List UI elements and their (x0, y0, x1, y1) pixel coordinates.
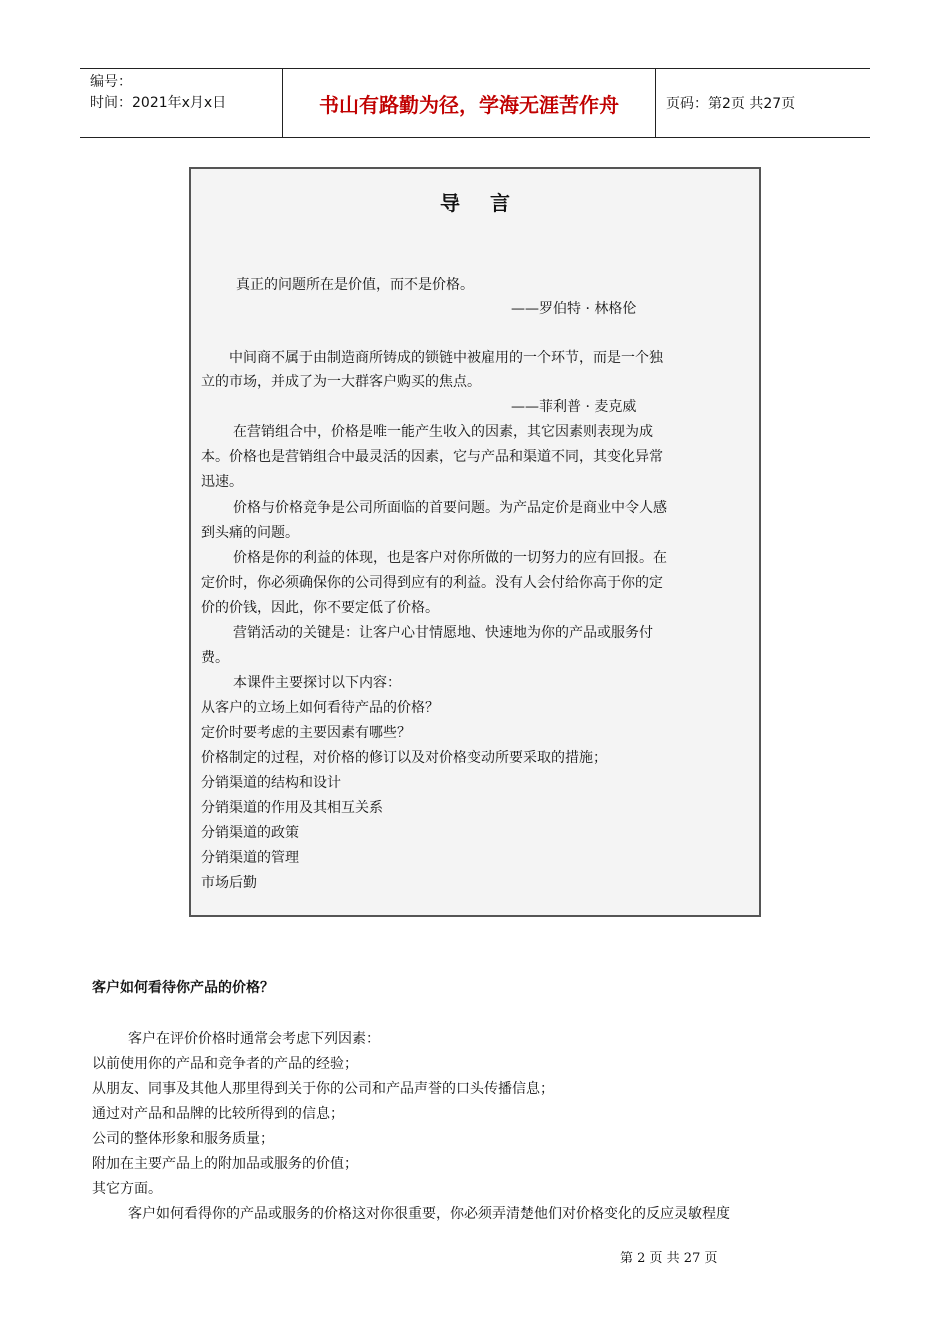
section-heading: 客户如何看待你产品的价格？ (92, 980, 274, 996)
intro-list-item: 定价时要考虑的主要因素有哪些？ (201, 725, 411, 741)
intro-title: 导言 (440, 191, 540, 215)
intro-list-item: 从客户的立场上如何看待产品的价格？ (201, 700, 439, 716)
intro-line: 立的市场，并成了为一大群客户购买的焦点。 (201, 374, 481, 390)
intro-list-item: 分销渠道的作用及其相互关系 (201, 800, 383, 816)
body-line: 客户在评价价格时通常会考虑下列因素： (128, 1031, 380, 1047)
header-motto: 书山有路勤为径，学海无涯苦作舟 (282, 69, 656, 137)
intro-line: 本。价格也是营销组合中最灵活的因素，它与产品和渠道不同，其变化异常 (201, 449, 663, 465)
intro-line: 价格是你的利益的体现，也是客户对你所做的一切努力的应有回报。在 (233, 550, 667, 566)
intro-box (189, 167, 761, 917)
header-page-info: 页码：第2页 共27页 (666, 96, 796, 112)
intro-line: 费。 (201, 650, 229, 666)
intro-list-item: 分销渠道的政策 (201, 825, 299, 841)
intro-line: 真正的问题所在是价值，而不是价格。 (236, 277, 474, 293)
body-list-item: 附加在主要产品上的附加品或服务的价值； (92, 1156, 358, 1172)
page-header (80, 68, 870, 138)
intro-line: 迅速。 (201, 474, 243, 490)
body-line: 客户如何看得你的产品或服务的价格这对你很重要，你必须弄清楚他们对价格变化的反应灵敏程度 (128, 1206, 730, 1222)
intro-line: 中间商不属于由制造商所铸成的锁链中被雇用的一个环节，而是一个独 (229, 350, 663, 366)
body-list-item: 以前使用你的产品和竞争者的产品的经验； (92, 1056, 358, 1072)
intro-line: 价格与价格竞争是公司所面临的首要问题。为产品定价是商业中令人感 (233, 500, 667, 516)
intro-list-item: 分销渠道的管理 (201, 850, 299, 866)
document-number-label: 编号： (90, 74, 132, 90)
page-footer: 第 2 页 共 27 页 (620, 1251, 718, 1266)
intro-line: 到头痛的问题。 (201, 525, 299, 541)
intro-attribution: ——菲利普 · 麦克威 (511, 399, 637, 415)
intro-list-item: 价格制定的过程，对价格的修订以及对价格变动所要采取的措施； (201, 750, 607, 766)
intro-list-item: 分销渠道的结构和设计 (201, 775, 341, 791)
body-list-item: 公司的整体形象和服务质量； (92, 1131, 274, 1147)
intro-line: 在营销组合中，价格是唯一能产生收入的因素，其它因素则表现为成 (233, 424, 653, 440)
intro-line: 本课件主要探讨以下内容： (233, 675, 401, 691)
body-list-item: 从朋友、同事及其他人那里得到关于你的公司和产品声誉的口头传播信息； (92, 1081, 554, 1097)
body-list-item: 其它方面。 (92, 1181, 162, 1197)
intro-line: 营销活动的关键是：让客户心甘情愿地、快速地为你的产品或服务付 (233, 625, 653, 641)
intro-line: 价的价钱，因此，你不要定低了价格。 (201, 600, 439, 616)
intro-list-item: 市场后勤 (201, 875, 257, 891)
intro-attribution: ——罗伯特 · 林格伦 (511, 301, 637, 317)
header-meta (80, 69, 282, 137)
document-date: 时间：2021年x月x日 (90, 95, 227, 111)
intro-line: 定价时，你必须确保你的公司得到应有的利益。没有人会付给你高于你的定 (201, 575, 663, 591)
body-list-item: 通过对产品和品牌的比较所得到的信息； (92, 1106, 344, 1122)
